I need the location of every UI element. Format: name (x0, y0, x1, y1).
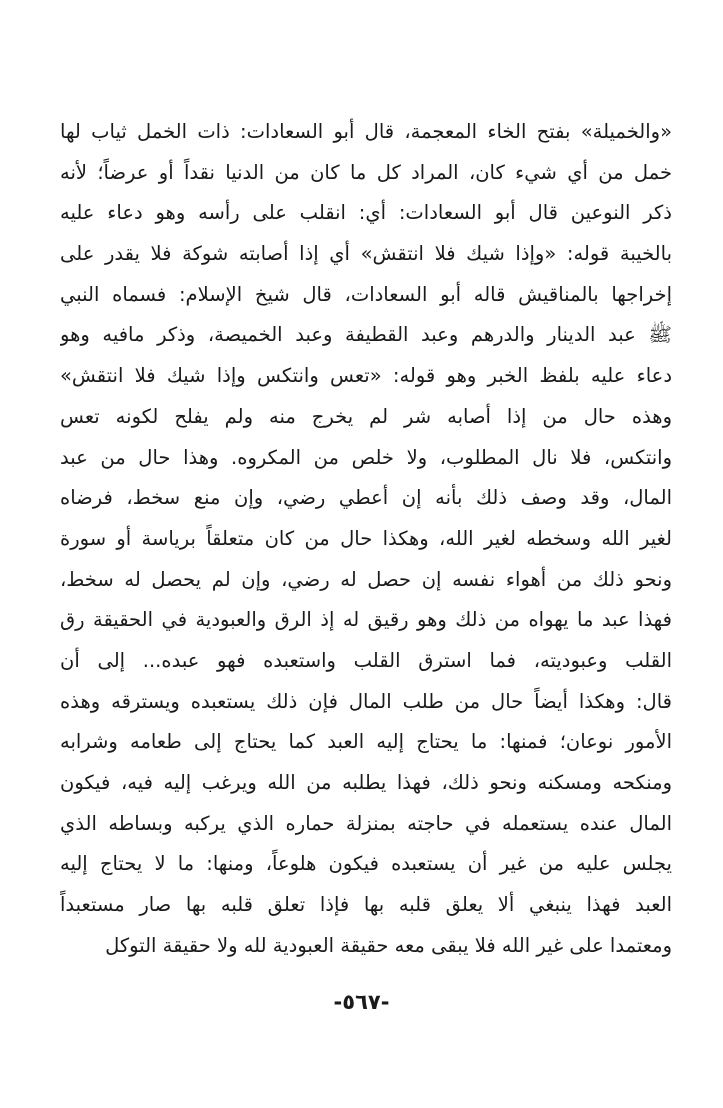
text-line: قال: وهكذا أيضاً حال من طلب المال فإن ذلك يستعبده ويسترقه وهذه (60, 689, 672, 713)
text-line: «والخميلة» بفتح الخاء المعجمة، قال أبو السعادات: ذات الخمل ثياب لها (60, 120, 672, 143)
text-line: القلب وعبوديته، فما استرق القلب واستعبده فهو عبده... إلى أن (60, 648, 672, 672)
text-line: خمل من أي شيء كان، المراد كل ما كان من الدنيا نقداً أو عرضاً؛ لأنه (60, 160, 672, 184)
text-line: بالخيبة قوله: «وإذا شيك فلا انتقش» أي إذا أصابته شوكة فلا يقدر على (60, 242, 672, 266)
text-line: إخراجها بالمناقيش قاله أبو السعادات، قال شيخ الإسلام: فسماه النبي (60, 282, 672, 306)
text-line: ونحو ذلك من أهواء نفسه إن حصل له رضي، وإن لم يحصل له سخط، (60, 567, 672, 591)
text-line: ذكر النوعين قال أبو السعادات: أي: انقلب على رأسه وهو دعاء عليه (60, 201, 672, 225)
text-line: العبد فهذا ينبغي ألا يعلق قلبه بها فإذا تعلق قلبه بها صار مستعبداً (60, 893, 672, 917)
text-line: دعاء عليه بلفظ الخبر وهو قوله: «تعس وانتكس وإذا شيك فلا انتقش» (60, 364, 672, 388)
text-line: الأمور نوعان؛ فمنها: ما يحتاج إليه العبد كما يحتاج إلى طعامه وشرابه (60, 730, 672, 754)
text-line: يجلس عليه من غير أن يستعبده فيكون هلوعاً، ومنها: ما لا يحتاج إليه (60, 852, 672, 876)
body-text (60, 112, 672, 966)
text-line: ومعتمدا على غير الله فلا يبقى معه حقيقة العبودية لله ولا حقيقة التوكل (105, 933, 672, 957)
text-line: فهذا عبد ما يهواه من ذلك وهو رقيق له إذ الرق والعبودية في الحقيقة رق (60, 608, 672, 632)
text-line: المال عنده يستعمله في حاجته بمنزلة حماره الذي يركبه وبساطه الذي (60, 811, 672, 835)
text-line: وهذه حال من إذا أصابه شر لم يخرج منه ولم يفلح لكونه تعس (60, 404, 672, 428)
text-line: ومنكحه ومسكنه ونحو ذلك، فهذا يطلبه من الله ويرغب إليه فيه، فيكون (60, 771, 672, 794)
page-number: -٥٦٧- (333, 990, 390, 1014)
text-line: وانتكس، فلا نال المطلوب، ولا خلص من المكروه. وهذا حال من عبد (60, 445, 672, 469)
text-line: لغير الله وسخطه لغير الله، وهكذا حال من كان متعلقاً برياسة أو سورة (60, 526, 672, 550)
text-line: ﷺ عبد الدينار والدرهم وعبد القطيفة وعبد الخميصة، وذكر مافيه وهو (60, 323, 672, 347)
text-line: المال، وقد وصف ذلك بأنه إن أعطي رضي، وإن منع سخط، فرضاه (60, 486, 672, 510)
